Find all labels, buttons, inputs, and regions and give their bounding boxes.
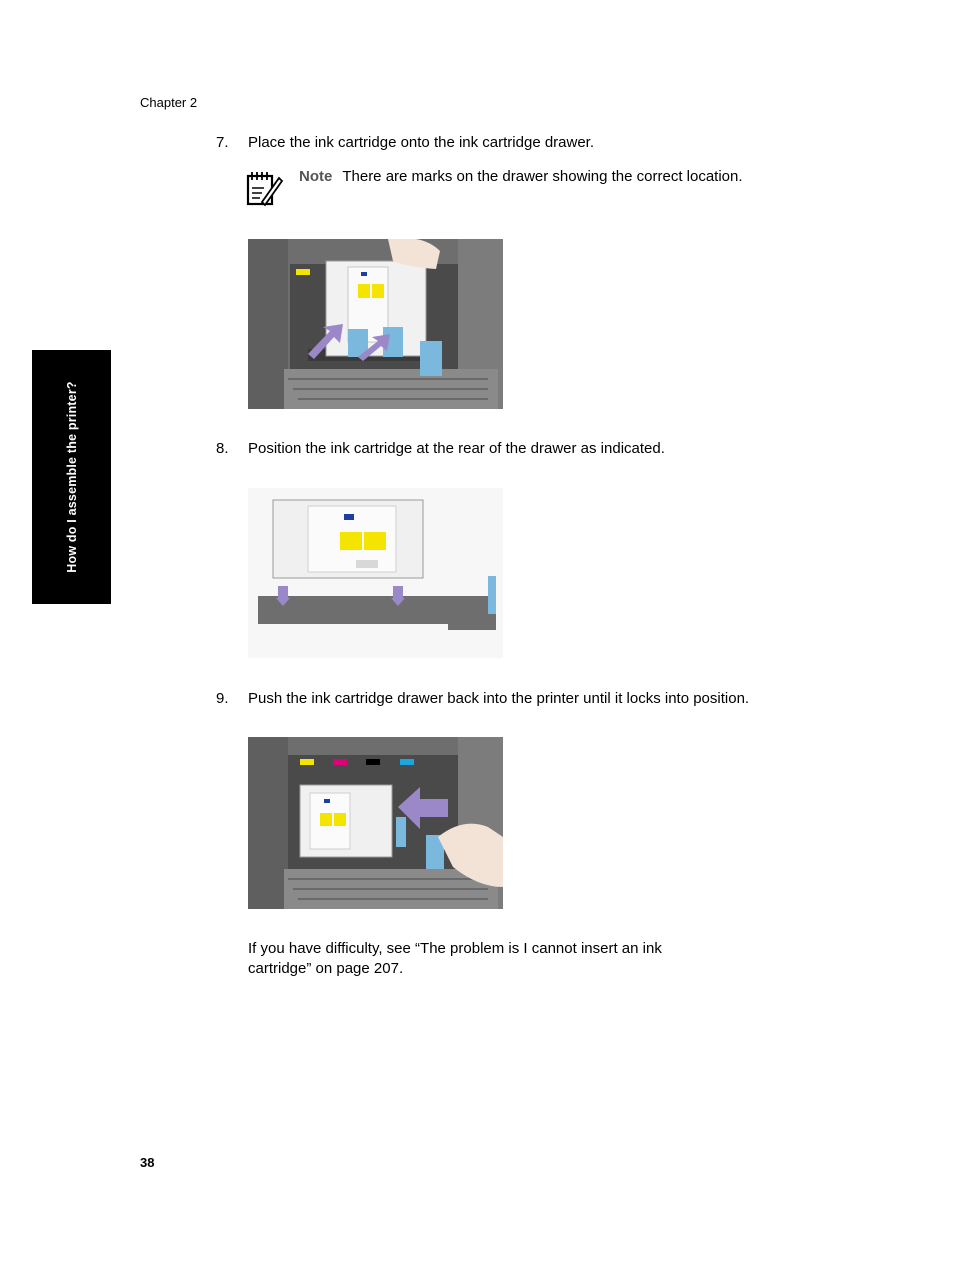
step-text: Position the ink cartridge at the rear of the drawer as indicated.: [248, 440, 665, 457]
note-text: There are marks on the drawer showing the correct location.: [342, 168, 743, 185]
figure-cartridge-position: [248, 488, 503, 658]
step-number: 9.: [216, 690, 229, 707]
note-label: Note: [299, 168, 333, 185]
side-tab: [32, 350, 111, 604]
note: [299, 168, 743, 185]
page-number: 38: [140, 1155, 155, 1170]
figure-cartridge-onto-drawer: [248, 239, 503, 409]
side-tab-label: How do I assemble the printer?: [64, 381, 79, 573]
step-number: 8.: [216, 440, 229, 457]
step-text: Push the ink cartridge drawer back into the printer until it locks into position.: [248, 690, 750, 707]
troubleshooting-reference: If you have difficulty, see “The problem is I cannot insert an ink cartridge” on page 207.: [248, 940, 662, 977]
step-number: 7.: [216, 134, 229, 151]
note-pad-icon: [246, 168, 284, 208]
step-text: Place the ink cartridge onto the ink cartridge drawer.: [248, 134, 595, 151]
chapter-header: Chapter 2: [140, 95, 198, 110]
figure-push-drawer: [248, 737, 503, 909]
